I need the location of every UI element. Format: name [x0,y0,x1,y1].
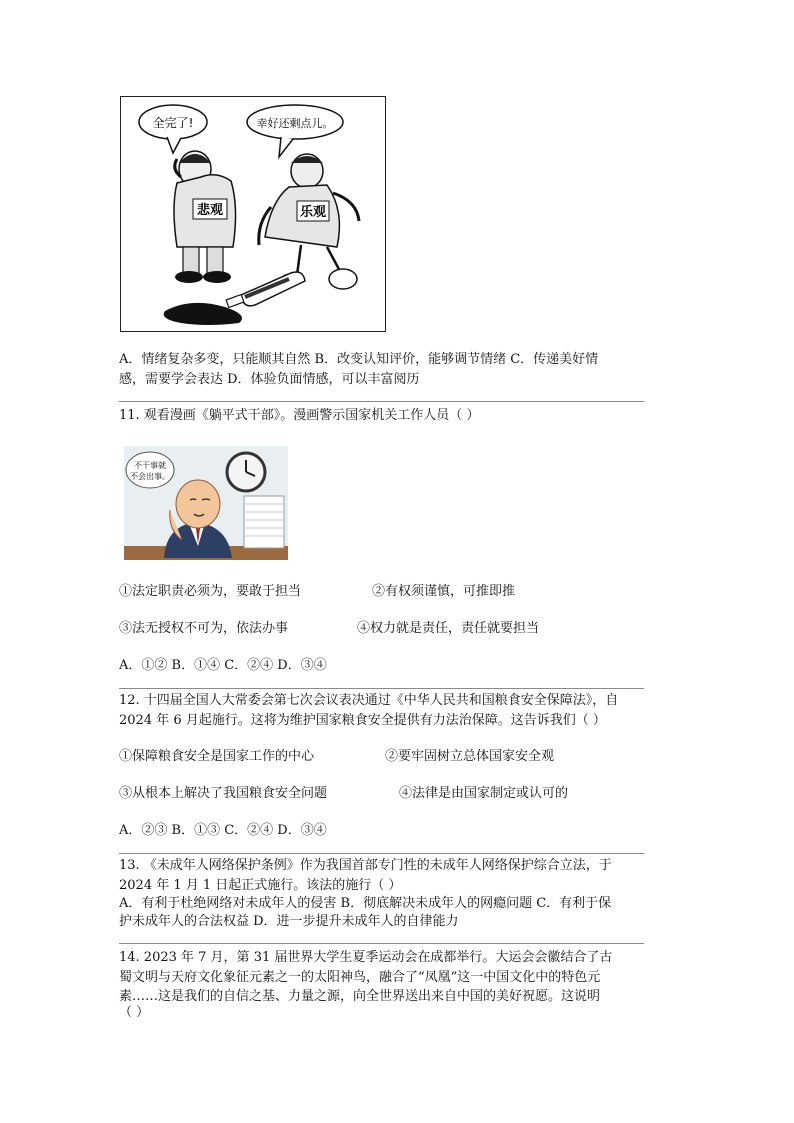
shirt-optimist-text: 乐观 [299,205,327,220]
bottle-icon [226,272,305,307]
q14-stem-line1: 14. 2023 年 7 月，第 31 届世界大学生夏季运动会在成都举行。大运会会徽结合了古 [119,950,613,965]
q12-item-1: ①保障粮食安全是国家工作的中心 [119,749,315,764]
q11-item-3: ③法无授权不可为，依法办事 [119,621,289,636]
cartoon-illustration [124,446,288,560]
q13-stem-line1: 13. 《未成年人网络保护条例》作为我国首部专门性的未成年人网络保护综合立法，于 [119,858,612,873]
q12-item-2: ②要牢固树立总体国家安全观 [385,749,555,764]
divider [119,401,644,402]
lying-flat-official-cartoon [124,446,288,560]
q13-stem-line2: 2024 年 1 月 1 日起正式施行。该法的施行（ ） [119,878,402,893]
bubble-left-text: 全完了! [152,116,194,130]
bubble-text-1: 不干事就 [134,461,166,470]
paper-stack-icon [244,496,284,548]
q12-options: A．②③ B．①③ C．②④ D．③④ [119,823,327,838]
q14-stem-line2: 蜀文明与天府文化象征元素之一的太阳神鸟，融合了“凤凰”这一中国文化中的特色元 [119,970,601,985]
divider [119,943,644,944]
divider [119,853,644,854]
q12-item-4: ④法律是由国家制定或认可的 [399,786,569,801]
q10-options-line1: A．情绪复杂多变，只能顺其自然 B．改变认知评价，能够调节情绪 C．传递美好情 [119,352,599,367]
bubble-right-text: 幸好还剩点儿。 [256,117,334,130]
bubble-text-2: 不会出事。 [130,472,170,481]
q10-options-line2: 感，需要学会表达 D．体验负面情感，可以丰富阅历 [119,372,420,387]
q13-options-line2: 护未成年人的合法权益 D．进一步提升未成年人的自律能力 [119,914,459,929]
q11-item-2: ②有权须谨慎，可推即推 [372,584,516,599]
pessimist-optimist-cartoon [120,96,386,332]
shirt-pessimist-text: 悲观 [196,203,224,218]
q12-item-3: ③从根本上解决了我国粮食安全问题 [119,786,328,801]
q14-stem-line4: （ ） [119,1005,150,1020]
q12-stem-line1: 12. 十四届全国人大常委会第七次会议表决通过《中华人民共和国粮食安全保障法》，自 [119,693,619,708]
q11-stem: 11. 观看漫画《躺平式干部》。漫画警示国家机关工作人员（ ） [119,408,480,423]
clock-icon [227,453,265,491]
q11-options: A．①② B．①④ C．②④ D．③④ [119,658,327,673]
q11-item-1: ①法定职责必须为，要敢于担当 [119,584,302,599]
q12-stem-line2: 2024 年 6 月起施行。这将为维护国家粮食安全提供有力法治保障。这告诉我们（ ） [119,713,606,728]
cartoon-illustration [121,97,385,331]
q13-options-line1: A．有利于杜绝网络对未成年人的侵害 B．彻底解决未成年人的网瘾问题 C．有利于保 [119,896,612,911]
divider [119,688,644,689]
q11-item-4: ④权力就是责任，责任就要担当 [357,621,540,636]
q14-stem-line3: 素……这是我们的自信之基、力量之源，向全世界送出来自中国的美好祝愿。这说明 [119,989,601,1004]
